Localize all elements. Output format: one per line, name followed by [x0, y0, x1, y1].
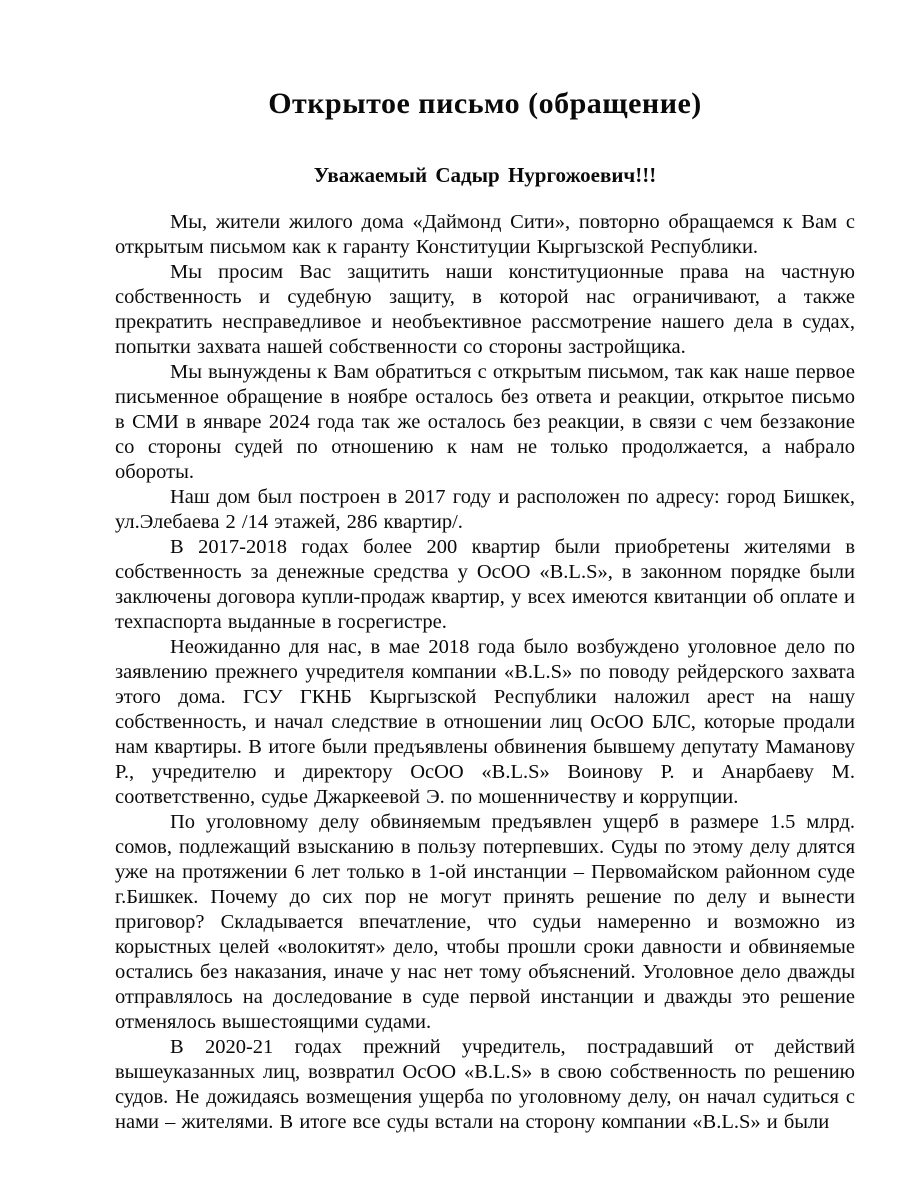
document-title: Открытое письмо (обращение) [268, 87, 702, 120]
paragraph-7: По уголовному делу обвиняемым предъявлен ущерб в размере 1.5 млрд. сомов, подлежащий взысканию в пользу потерпевших. Суды по этому делу длятся уже на протяжении 6 лет только в 1-ой инстанции – Первомайском районном суде г.Бишкек. Почему до сих пор не могут принять решение по делу и вынести приговор? Складывается впечатление, что судьи намеренно и возможно из корыстных целей «волокитят» дело, чтобы прошли сроки давности и обвиняемые остались без наказания, иначе у нас нет тому объяснений. Уголовное дело дважды отправлялось на доследование в суде первой инстанции и дважды это решение отменялось вышестоящими судами. [115, 811, 855, 1034]
letter-body [115, 210, 855, 1135]
paragraph-5: В 2017-2018 годах более 200 квартир были приобретены жителями в собственность за денежные средства у ОсОО «B.L.S», в законном порядке были заключены договора купли-продаж квартир, у всех имеются квитанции об оплате и техпаспорта выданные в госрегистре. [115, 536, 855, 634]
paragraph-1: Мы, жители жилого дома «Даймонд Сити», повторно обращаемся к Вам с открытым письмом как к гаранту Конституции Кыргызской Республики. [115, 211, 855, 259]
paragraph-8: В 2020-21 годах прежний учредитель, пострадавший от действий вышеуказанных лиц, возвратил ОсОО «B.L.S» в свою собственность по решению судов. Не дожидаясь возмещения ущерба по уголовному делу, он начал судиться с нами – жителями. В итоге все суды встали на сторону компании «B.L.S» и были [115, 1036, 855, 1134]
paragraph-2: Мы просим Вас защитить наши конституционные права на частную собственность и судебную защиту, в которой нас ограничивают, а также прекратить несправедливое и необъективное рассмотрение нашего дела в судах, попытки захвата нашей собственности со стороны застройщика. [115, 261, 855, 359]
paragraph-6: Неожиданно для нас, в мае 2018 года было возбуждено уголовное дело по заявлению прежнего учредителя компании «B.L.S» по поводу рейдерского захвата этого дома. ГСУ ГКНБ Кыргызской Республики наложил арест на нашу собственность, и начал следствие в отношении лиц ОсОО БЛС, которые продали нам квартиры. В итоге были предъявлены обвинения бывшему депутату Маманову Р., учредителю и директору ОсОО «B.L.S» Воинову Р. и Анарбаеву М. соответственно, судье Джаркеевой Э. по мошенничеству и коррупции. [115, 636, 855, 809]
salutation: Уважаемый Садыр Нургожоевич!!! [313, 163, 657, 187]
paragraph-4: Наш дом был построен в 2017 году и расположен по адресу: город Бишкек, ул.Элебаева 2 /14 этажей, 286 квартир/. [115, 486, 855, 534]
paragraph-3: Мы вынуждены к Вам обратиться с открытым письмом, так как наше первое письменное обращение в ноябре осталось без ответа и реакции, открытое письмо в СМИ в январе 2024 года так же осталось без реакции, в связи с чем беззаконие со стороны судей по отношению к нам не только продолжается, а набрало обороты. [115, 361, 855, 484]
